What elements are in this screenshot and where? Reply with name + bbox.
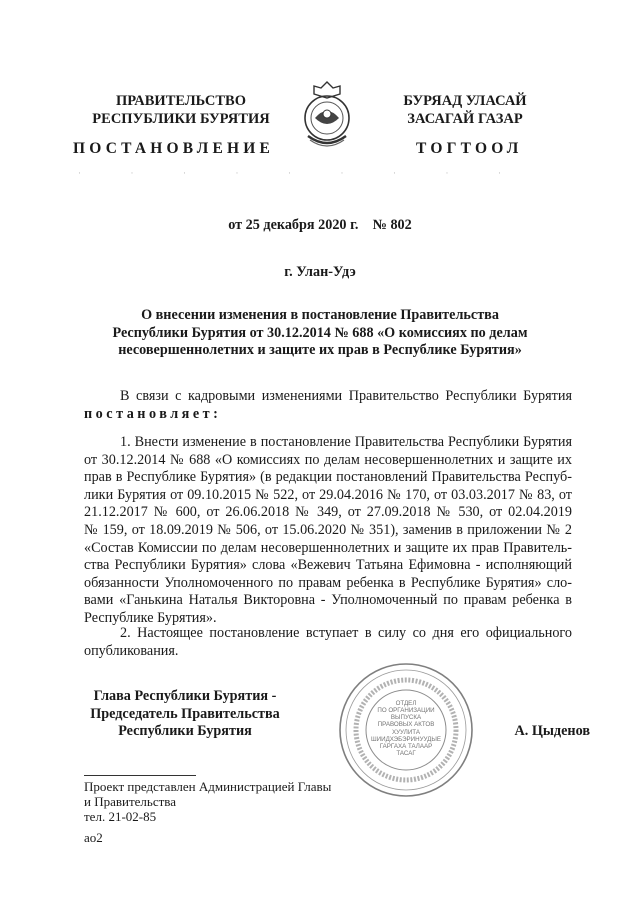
footer-note [84,779,384,824]
item-1-line: лики Бурятия от 09.10.2015 № 522, от 29.04.2016 № 170, от 03.03.2017 № 83, от [84,486,572,503]
stamp-line: ТАСАГ [396,750,416,757]
resolves-word: постановляет: [84,405,222,422]
item-1-line: № 159, от 18.09.2019 № 506, от 15.06.2020 № 351), заменив в приложении № 2 [84,521,572,538]
date-and-number: от 25 декабря 2020 г. № 802 [228,217,412,233]
document-title [60,307,580,360]
position-line: Республики Бурятия [118,723,252,739]
title-line: Республики Бурятия от 30.12.2014 № 688 «О комиссиях по делам [112,324,528,341]
footer-line: и Правительства [84,794,177,809]
item-1-line: 1. Внести изменение в постановление Правительства Республики Бурятия [120,434,572,450]
item-1 [84,434,572,628]
preamble-line: В связи с кадровыми изменениями Правительство Республики Бурятия [120,388,572,404]
stamp-line: ХУУЛИТА [392,729,420,736]
position-line: Глава Республики Бурятия - [93,688,277,704]
city: г. Улан-Удэ [284,264,356,280]
position-line: Председатель Правительства [90,705,280,722]
item-2-line: 2. Настоящее постановление вступает в силу со дня его официального [120,625,572,641]
org-name-ru-line2: РЕСПУБЛИКИ БУРЯТИЯ [92,111,270,127]
signatory-position [80,688,290,741]
preamble [84,388,572,423]
org-name-bur-line1: БУРЯАД УЛАСАЙ [403,93,527,109]
footer-line: тел. 21-02-85 [84,809,157,824]
document-code: ао2 [84,830,103,845]
org-name-ru [76,92,286,128]
item-1-line: ства Республики Бурятия» слова «Вежевич Татьяна Ефимовна - исполняющий [84,557,572,574]
stamp-line: ВЫПУСКА [390,714,422,721]
org-name-bur-line2: ЗАСАГАЙ ГАЗАР [407,111,523,127]
item-1-line: вами «Ганькина Наталья Викторовна - Уполномоченный по правам ребенка в [84,592,572,609]
stamp-line: ПО ОРГАНИЗАЦИИ [377,707,435,714]
header-dotted-separator: · · · · · · · · · [78,168,501,178]
doc-type-bur: ТОГТООЛ [416,140,523,157]
coat-of-arms-emblem [296,78,358,154]
item-2-line: опубликования. [84,642,179,659]
item-2 [84,625,572,660]
item-1-line: прав в Республике Бурятия» (в редакции постановлений Правительства Респуб- [84,469,572,486]
item-1-line: 21.12.2017 № 600, от 26.06.2018 № 349, от 27.09.2018 № 530, от 02.04.2019 [84,504,572,521]
org-name-bur [370,92,560,128]
stamp-line: ГАРГАХА ТАЛААР [379,743,433,750]
title-line: О внесении изменения в постановление Правительства [141,307,499,323]
item-1-line: от 30.12.2014 № 688 «О комиссиях по делам несовершеннолетних и защите их [84,451,572,468]
stamp-line: ШИИДХЭБЭРИНУУДЫЕ [371,736,441,743]
stamp-line: ОТДЕЛ [395,700,417,707]
item-1-line: «Состав Комиссии по делам несовершеннолетних и защите их прав Правитель- [84,539,572,556]
footer-separator-line [84,775,196,776]
footer-line: Проект представлен Администрацией Главы [84,779,332,794]
signatory-name: А. Цыденов [514,723,590,739]
title-line: несовершеннолетних и защите их прав в Республике Бурятия» [118,342,522,359]
item-1-line: обязанности Уполномоченного по правам ребенка в Республике Бурятия» сло- [84,574,572,591]
item-1-line: Республике Бурятия». [84,609,217,626]
org-name-ru-line1: ПРАВИТЕЛЬСТВО [116,93,246,109]
doc-type-ru: ПОСТАНОВЛЕНИЕ [73,140,275,157]
stamp-line: ПРАВОВЫХ АКТОВ [377,721,435,728]
